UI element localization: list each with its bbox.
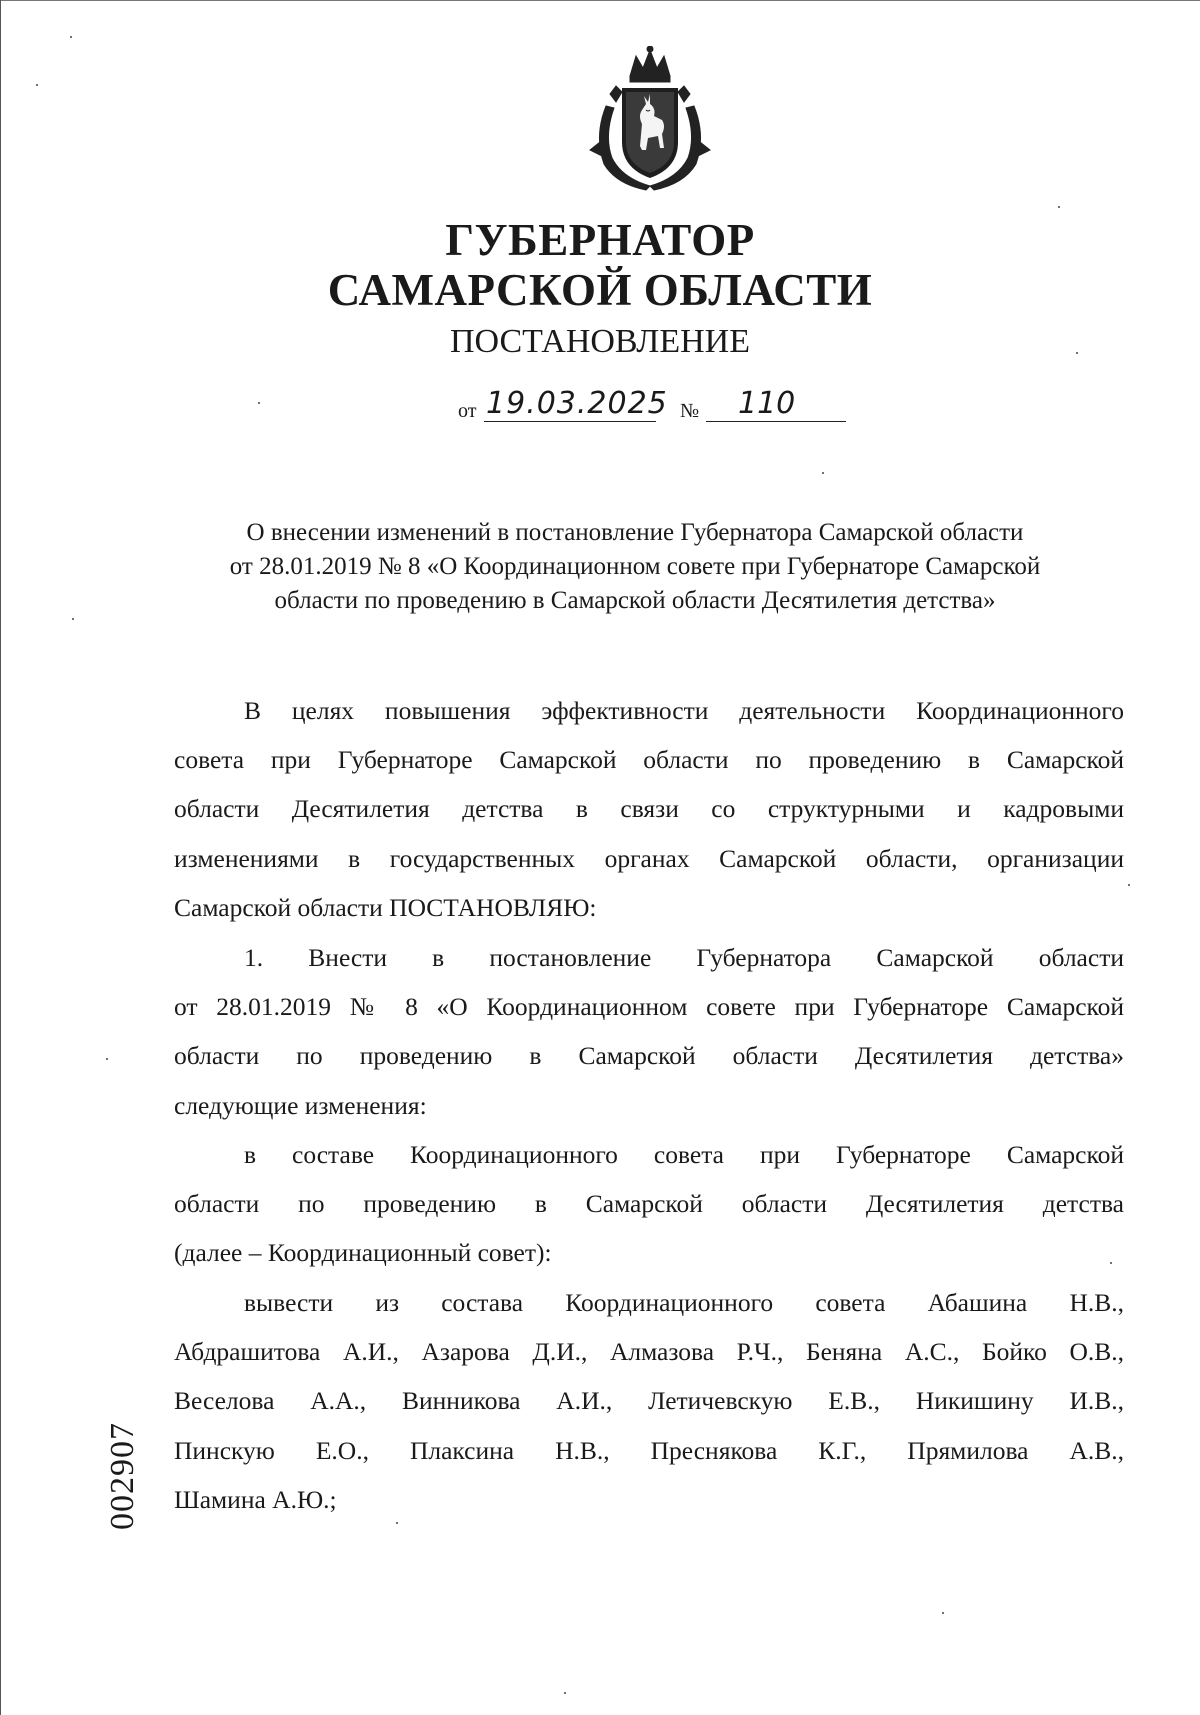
- subject-line: О внесении изменений в постановление Губернатора Самарской области: [246, 519, 1024, 546]
- paragraph-line: Абдрашитова А.И., Азарова Д.И., Алмазова Р.Ч., Беняна А.С., Бойко О.В.,: [174, 1337, 1124, 1367]
- paragraph-remove-members: [174, 1278, 1124, 1524]
- samara-coat-of-arms-icon: [586, 46, 714, 194]
- date-underline: [484, 421, 656, 422]
- paragraph-line: совета при Губернаторе Самарской области по проведению в Самарской: [174, 745, 1124, 775]
- subject-line: области по проведению в Самарской области Десятилетия детства»: [274, 587, 996, 614]
- date-number-line: [458, 388, 848, 424]
- paragraph-line: вывести из состава Координационного совета Абашина Н.В.,: [244, 1288, 1124, 1317]
- authority-title-line1: ГУБЕРНАТОР: [445, 215, 755, 265]
- subject-line: от 28.01.2019 № 8 «О Координационном совете при Губернаторе Самарской: [229, 553, 1041, 580]
- document-type: ПОСТАНОВЛЕНИЕ: [449, 323, 751, 360]
- document-date: 19.03.2025: [486, 386, 668, 421]
- paragraph-line: В целях повышения эффективности деятельности Координационного: [244, 696, 1124, 725]
- scan-speck: [1076, 352, 1078, 354]
- scan-speck: [36, 84, 38, 86]
- scan-top-edge: [0, 0, 1200, 1]
- number-sign: №: [680, 400, 700, 422]
- number-underline: [706, 421, 846, 422]
- scan-speck: [396, 1522, 398, 1524]
- paragraph-line: в составе Координационного совета при Губернаторе Самарской: [244, 1140, 1124, 1169]
- scan-speck: [1128, 884, 1130, 886]
- document-number: 110: [738, 386, 796, 421]
- scan-speck: [258, 402, 260, 404]
- paragraph-line: Пинскую Е.О., Плаксина Н.В., Преснякова К.Г., Прямилова А.В.,: [174, 1435, 1124, 1465]
- paragraph-line: Веселова А.А., Винникова А.И., Летичевскую Е.В., Никишину И.В.,: [174, 1386, 1124, 1416]
- margin-stamp-number: 002907: [104, 1422, 141, 1530]
- paragraph-line: Самарской области ПОСТАНОВЛЯЮ:: [174, 892, 597, 922]
- paragraph-council-composition: [174, 1130, 1124, 1278]
- paragraph-line: от 28.01.2019 № 8 «О Координационном совете при Губернаторе Самарской: [174, 992, 1124, 1022]
- scan-speck: [822, 472, 824, 474]
- paragraph-line: Шамина А.Ю.;: [174, 1484, 337, 1514]
- date-prefix: от: [458, 400, 477, 422]
- authority-title-line2: САМАРСКОЙ ОБЛАСТИ: [327, 265, 873, 315]
- scan-speck: [106, 1058, 108, 1060]
- paragraph-line: области по проведению в Самарской области Десятилетия детства»: [174, 1041, 1124, 1071]
- paragraph-item-1: [174, 933, 1124, 1130]
- paragraph-line: изменениями в государственных органах Самарской области, организации: [174, 843, 1124, 873]
- scan-speck: [942, 1612, 944, 1614]
- document-subject: [180, 516, 1090, 618]
- scan-speck: [70, 36, 72, 38]
- scan-speck: [72, 618, 74, 620]
- paragraph-preamble: [174, 686, 1124, 932]
- paragraph-line: 1. Внести в постановление Губернатора Самарской области: [244, 943, 1124, 972]
- paragraph-line: следующие изменения:: [174, 1090, 427, 1120]
- scan-speck: [564, 1692, 566, 1694]
- scan-speck: [1110, 1262, 1112, 1264]
- paragraph-line: области по проведению в Самарской области Десятилетия детства: [174, 1189, 1124, 1219]
- paragraph-line: области Десятилетия детства в связи со структурными и кадровыми: [174, 794, 1124, 824]
- scan-speck: [1058, 206, 1060, 208]
- paragraph-line: (далее – Координационный совет):: [174, 1238, 552, 1268]
